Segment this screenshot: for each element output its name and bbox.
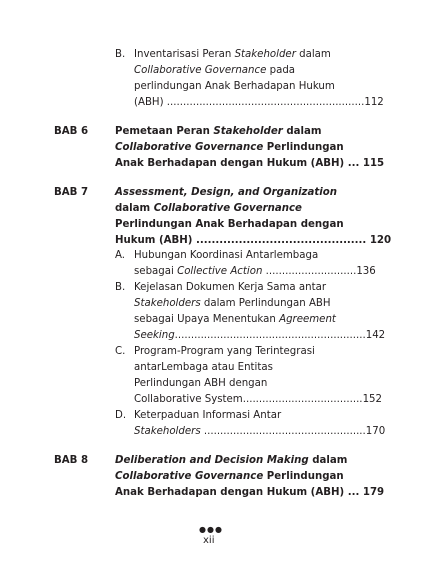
toc-subentry-line: (ABH) .............................................................112 xyxy=(134,97,384,108)
page-number: 120 xyxy=(369,235,392,246)
toc-subentry-line: Hubungan Koordinasi Antarlembaga xyxy=(134,250,319,261)
page-number: 170 xyxy=(365,426,386,437)
page-number: 136 xyxy=(356,266,376,277)
chapter-title-line: Deliberation and Decision Making dalam xyxy=(115,455,348,466)
toc-subentry-line: Seeking...........................................................142 xyxy=(134,330,386,341)
toc-subentry-line: Inventarisasi Peran Stakeholder dalam xyxy=(134,49,331,60)
chapter-title-line: Anak Berhadapan dengan Hukum (ABH) ... 179 xyxy=(115,487,385,498)
page-number-footer: xii xyxy=(203,535,215,546)
toc-subentry-line: perlindungan Anak Berhadapan Hukum xyxy=(134,81,335,92)
toc-subentry-letter: D. xyxy=(115,410,127,421)
toc-subentry-line: antarLembaga atau Entitas xyxy=(134,362,273,373)
toc-subentry-line: sebagai Upaya Menentukan Agreement xyxy=(134,314,336,325)
toc-subentry-letter: C. xyxy=(115,346,126,357)
toc-subentry-line: Stakeholders ..................................................170 xyxy=(134,426,386,437)
toc-subentry-letter: B. xyxy=(115,282,126,293)
toc-subentry-line: sebagai Collective Action ............................136 xyxy=(134,266,376,277)
chapter-number: BAB 6 xyxy=(54,126,89,137)
chapter-title-line: Pemetaan Peran Stakeholder dalam xyxy=(115,126,322,137)
chapter-number: BAB 8 xyxy=(54,455,89,466)
chapter-title-line: Collaborative Governance Perlindungan xyxy=(115,142,344,153)
ornament-dots: ●●● xyxy=(199,525,223,534)
page-number: 179 xyxy=(362,487,385,498)
toc-subentry-line: Collaborative System.....................................152 xyxy=(134,394,383,405)
page-number: 115 xyxy=(362,158,385,169)
page-number: 142 xyxy=(365,330,386,341)
chapter-title-line: Assessment, Design, and Organization xyxy=(115,187,337,198)
toc-subentry-line: Stakeholders dalam Perlindungan ABH xyxy=(134,298,331,309)
toc-subentry-line: Program-Program yang Terintegrasi xyxy=(134,346,315,357)
chapter-title-line: Collaborative Governance Perlindungan xyxy=(115,471,344,482)
toc-subentry-line: Collaborative Governance pada xyxy=(134,65,296,76)
toc-subentry-letter: A. xyxy=(115,250,126,261)
chapter-title-line: Perlindungan Anak Berhadapan dengan xyxy=(115,219,344,230)
toc-subentry-line: Perlindungan ABH dengan xyxy=(134,378,268,389)
page-number: 152 xyxy=(362,394,383,405)
chapter-title-line: Anak Berhadapan dengan Hukum (ABH) ... 115 xyxy=(115,158,385,169)
chapter-number: BAB 7 xyxy=(54,187,89,198)
toc-subentry-line: Kejelasan Dokumen Kerja Sama antar xyxy=(134,282,327,293)
chapter-title-line: Hukum (ABH) ............................................ 120 xyxy=(115,235,392,246)
page-number: 112 xyxy=(364,97,384,108)
chapter-title-line: dalam Collaborative Governance xyxy=(115,203,302,214)
toc-subentry-letter: B. xyxy=(115,49,126,60)
toc-subentry-line: Keterpaduan Informasi Antar xyxy=(134,410,282,421)
